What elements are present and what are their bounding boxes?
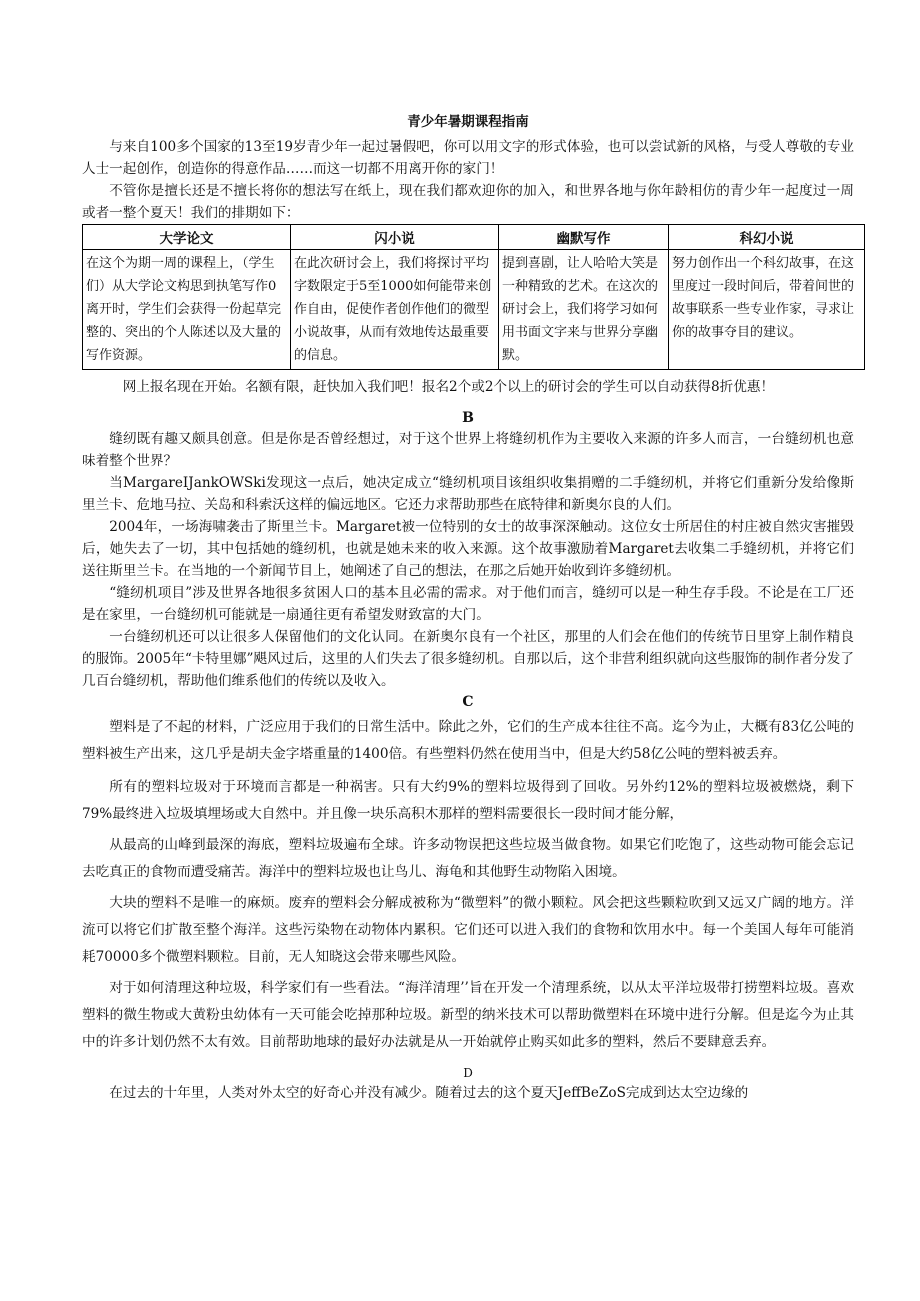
header-humor-writing: 幽默写作: [499, 225, 669, 250]
section-c-paragraph-3: 从最高的山峰到最深的海底，塑料垃圾遍布全球。许多动物误把这些垃圾当做食物。如果它们吃饱了，这些动物可能会忘记去吃真正的食物而遭受痛苦。海洋中的塑料垃圾也让鸟儿、海龟和其他野生动物陷入困境。: [82, 837, 854, 880]
section-c-paragraph-1: 塑料是了不起的材料，广泛应用于我们的日常生活中。除此之外，它们的生产成本往往不高。迄今为止，大概有83亿公吨的塑料被生产出来，这几乎是胡夫金字塔重量的1400倍。有些塑料仍然在使用当中，但是大约58亿公吨的塑料被丢弃。: [82, 719, 854, 762]
section-d-paragraph-1: 在过去的十年里，人类对外太空的好奇心并没有减少。随着过去的这个夏天JeffBeZoS完成到达太空边缘的: [109, 1085, 749, 1101]
section-c-paragraph-4: 大块的塑料不是唯一的麻烦。废弃的塑料会分解成被称为“微塑料”的微小颗粒。风会把这些颗粒吹到又远又广阔的地方。洋流可以将它们扩散至整个海洋。这些污染物在动物体内累积。它们还可以进入我们的食物和饮用水中。每一个美国人每年可能消耗70000多个微塑料颗粒。目前，无人知晓这会带来哪些风险。: [82, 895, 854, 965]
section-b-paragraph-5: 一台缝纫机还可以让很多人保留他们的文化认同。在新奥尔良有一个社区，那里的人们会在他们的传统节日里穿上制作精良的服饰。2005年“卡特里娜”飓风过后，这里的人们失去了很多缝纫机。自那以后，这个非营利组织就向这些服饰的制作者分发了几百台缝纫机，帮助他们维系他们的传统以及收入。: [82, 629, 854, 689]
table-row: [83, 250, 865, 370]
header-college-essay: 大学论文: [83, 225, 291, 250]
section-c-letter: C: [462, 694, 474, 710]
header-flash-fiction: 闪小说: [291, 225, 499, 250]
section-a-intro-1: 与来自100多个国家的13至19岁青少年一起过暑假吧，你可以用文字的形式体验，也可以尝试新的风格，与受人尊敬的专业人士一起创作，创造你的得意作品……而这一切都不用离开你的家门！: [82, 139, 854, 177]
document-page: [82, 100, 854, 1106]
table-header-row: [83, 225, 865, 250]
section-b-paragraph-2: 当MargareIJankOWSki发现这一点后，她决定成立“缝纫机项目该组织收集捐赠的二手缝纫机，并将它们重新分发给像斯里兰卡、危地马拉、关岛和科索沃这样的偏远地区。它还力求帮助那些在底特律和新奥尔良的人们。: [82, 475, 854, 513]
section-b-paragraph-1: 缝纫既有趣又颇具创意。但是你是否曾经想过，对于这个世界上将缝纫机作为主要收入来源的许多人而言，一台缝纫机也意味着整个世界？: [82, 431, 854, 469]
cell-science-fiction: 努力创作出一个科幻故事，在这里度过一段时间后，带着间世的故事联系一些专业作家，寻求让你的故事夺目的建议。: [669, 250, 865, 370]
section-a-footer: 网上报名现在开始。名额有限，赶快加入我们吧！报名2个或2个以上的研讨会的学生可以自动获得8折优惠！: [122, 379, 775, 395]
section-b-paragraph-4: “缝纫机项目”涉及世界各地很多贫困人口的基本且必需的需求。对于他们而言，缝纫可以是一种生存手段。不论是在工厂还是在家里，一台缝纫机可能就是一扇通往更有希望发财致富的大门。: [82, 585, 854, 623]
section-a-intro-2: 不管你是擅长还是不擅长将你的想法写在纸上，现在我们都欢迎你的加入，和世界各地与你年龄相仿的青少年一起度过一周或者一整个夏天！我们的排期如下：: [82, 183, 854, 221]
cell-flash-fiction: 在此次研讨会上，我们将探讨平均字数限定于5至1000如何能带来创作自由，促使作者创作他们的微型小说故事，从而有效地传达最重要的信息。: [291, 250, 499, 370]
section-b-letter: B: [462, 410, 474, 426]
section-a-title: 青少年暑期课程指南: [407, 114, 529, 130]
section-c-paragraph-5: 对于如何清理这种垃圾，科学家们有一些看法。“海洋清理’’旨在开发一个清理系统，以从太平洋垃圾带打捞塑料垃圾。喜欢塑料的微生物或大黄粉虫幼体有一天可能会吃掉那种垃圾。新型的纳米技术可以帮助微塑料在环境中进行分解。但是迄今为止其中的许多计划仍然不太有效。目前帮助地球的最好办法就是从一开始就停止购买如此多的塑料，然后不要肆意丢弃。: [82, 980, 854, 1050]
cell-humor-writing: 提到喜剧，让人哈哈大笑是一种精致的艺术。在这次的研讨会上，我们将学习如何用书面文字来与世界分享幽默。: [499, 250, 669, 370]
course-schedule-table: [82, 224, 865, 370]
cell-college-essay: 在这个为期一周的课程上，（学生们）从大学论文构思到执笔写作0离开时，学生们会获得一份起草完整的、突出的个人陈述以及大量的写作资源。: [83, 250, 291, 370]
section-d-letter: D: [463, 1066, 473, 1080]
header-science-fiction: 科幻小说: [669, 225, 865, 250]
section-c-paragraph-2: 所有的塑料垃圾对于环境而言都是一种祸害。只有大约9%的塑料垃圾得到了回收。另外约12%的塑料垃圾被燃烧，剩下79%最终进入垃圾填埋场或大自然中。并且像一块乐高积木那样的塑料需要很长一段时间才能分解，: [82, 779, 854, 822]
section-b-paragraph-3: 2004年，一场海啸袭击了斯里兰卡。Margaret被一位特别的女士的故事深深触动。这位女士所居住的村庄被自然灾害摧毁后，她失去了一切，其中包括她的缝纫机，也就是她未来的收入来源。这个故事激励着Margaret去收集二手缝纫机，并将它们送往斯里兰卡。在当地的一个新闻节目上，她阐述了自己的想法，在那之后她开始收到许多缝纫机。: [82, 519, 854, 579]
